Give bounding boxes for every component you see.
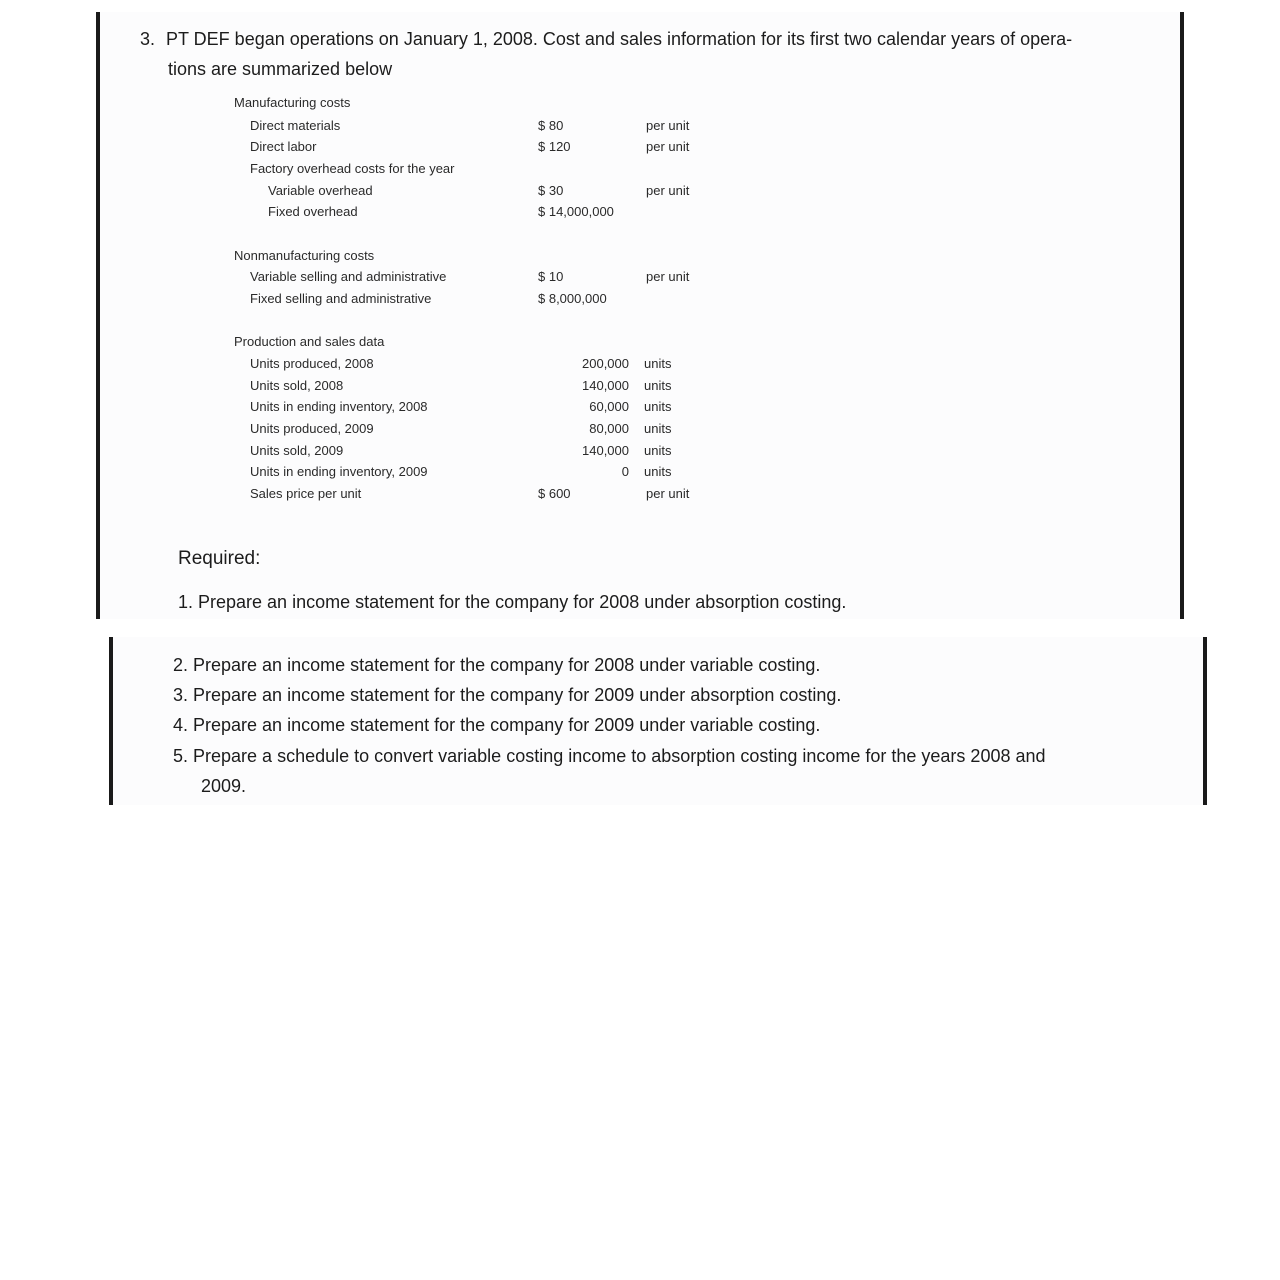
problem-number: 3.: [140, 29, 156, 49]
row-unit: units: [644, 378, 672, 393]
requirements-panel: [109, 637, 1207, 805]
row-label: Variable overhead: [268, 183, 373, 198]
row-unit: units: [644, 464, 672, 479]
right-border-bar: [1203, 637, 1207, 805]
intro-line-1: PT DEF began operations on January 1, 2008. Cost and sales information for its first two calendar years of opera-: [166, 29, 1073, 49]
sales-price-row: [96, 486, 1184, 506]
nonmanufacturing-costs-header: Nonmanufacturing costs: [234, 248, 375, 263]
production-row: [96, 421, 1184, 441]
manufacturing-costs-header: Manufacturing costs: [234, 95, 351, 110]
factory-overhead-row: [96, 161, 1184, 181]
right-border-bar: [1180, 12, 1184, 619]
left-border-bar: [96, 12, 100, 619]
intro-line-2: tions are summarized below: [168, 59, 393, 79]
row-unit: units: [644, 399, 672, 414]
row-value: $ 8,000,000: [538, 291, 607, 306]
row-value: 140,000: [582, 378, 629, 393]
row-value: $ 10: [538, 269, 564, 284]
left-border-bar: [109, 637, 113, 805]
fixed-overhead-row: [96, 204, 1184, 224]
requirement-2: 2. Prepare an income statement for the company for 2008 under variable costing.: [173, 655, 821, 675]
variable-sga-row: [96, 269, 1184, 289]
row-label: Variable selling and administrative: [250, 269, 447, 284]
row-value: $ 600: [538, 486, 571, 501]
row-label: Units in ending inventory, 2008: [250, 399, 428, 414]
row-unit: units: [644, 356, 672, 371]
row-label: Fixed overhead: [268, 204, 358, 219]
row-value: $ 14,000,000: [538, 204, 614, 219]
requirement-5-line-1: 5. Prepare a schedule to convert variable costing income to absorption costing income for the years 2008 and: [173, 746, 1046, 766]
row-value: $ 30: [538, 183, 564, 198]
row-label: Units in ending inventory, 2009: [250, 464, 428, 479]
fixed-sga-row: [96, 291, 1184, 311]
variable-overhead-row: [96, 183, 1184, 203]
row-label: Fixed selling and administrative: [250, 291, 432, 306]
production-row: [96, 378, 1184, 398]
production-row: [96, 356, 1184, 376]
direct-labor-row: [96, 139, 1184, 159]
row-label: Units sold, 2008: [250, 378, 344, 393]
requirement-3: 3. Prepare an income statement for the company for 2009 under absorption costing.: [173, 685, 842, 705]
row-value: 140,000: [582, 443, 629, 458]
row-label: Units produced, 2009: [250, 421, 374, 436]
requirement-5: [173, 741, 1183, 801]
row-value: 60,000: [589, 399, 629, 414]
row-label: Direct labor: [250, 139, 317, 154]
production-row: [96, 464, 1184, 484]
row-unit: per unit: [646, 139, 690, 154]
row-value: $ 80: [538, 118, 564, 133]
problem-panel: [96, 12, 1184, 619]
row-value: 200,000: [582, 356, 629, 371]
requirement-4: 4. Prepare an income statement for the company for 2009 under variable costing.: [173, 715, 821, 735]
row-label: Sales price per unit: [250, 486, 362, 501]
row-unit: per unit: [646, 118, 690, 133]
row-value: 0: [621, 464, 629, 479]
row-value: 80,000: [589, 421, 629, 436]
requirement-5-line-2: 2009.: [201, 776, 247, 796]
row-label: Direct materials: [250, 118, 341, 133]
row-label: Units produced, 2008: [250, 356, 374, 371]
row-label: Factory overhead costs for the year: [250, 161, 455, 176]
requirement-1: 1. Prepare an income statement for the company for 2008 under absorption costing.: [178, 592, 847, 612]
production-row: [96, 399, 1184, 419]
row-unit: units: [644, 421, 672, 436]
row-label: Units sold, 2009: [250, 443, 344, 458]
row-value: $ 120: [538, 139, 571, 154]
direct-materials-row: [96, 118, 1184, 138]
row-unit: per unit: [646, 269, 690, 284]
production-row: [96, 443, 1184, 463]
required-heading: Required:: [178, 548, 261, 569]
row-unit: per unit: [646, 486, 690, 501]
problem-intro: [140, 24, 1170, 84]
row-unit: per unit: [646, 183, 690, 198]
production-sales-header: Production and sales data: [234, 334, 385, 349]
row-unit: units: [644, 443, 672, 458]
